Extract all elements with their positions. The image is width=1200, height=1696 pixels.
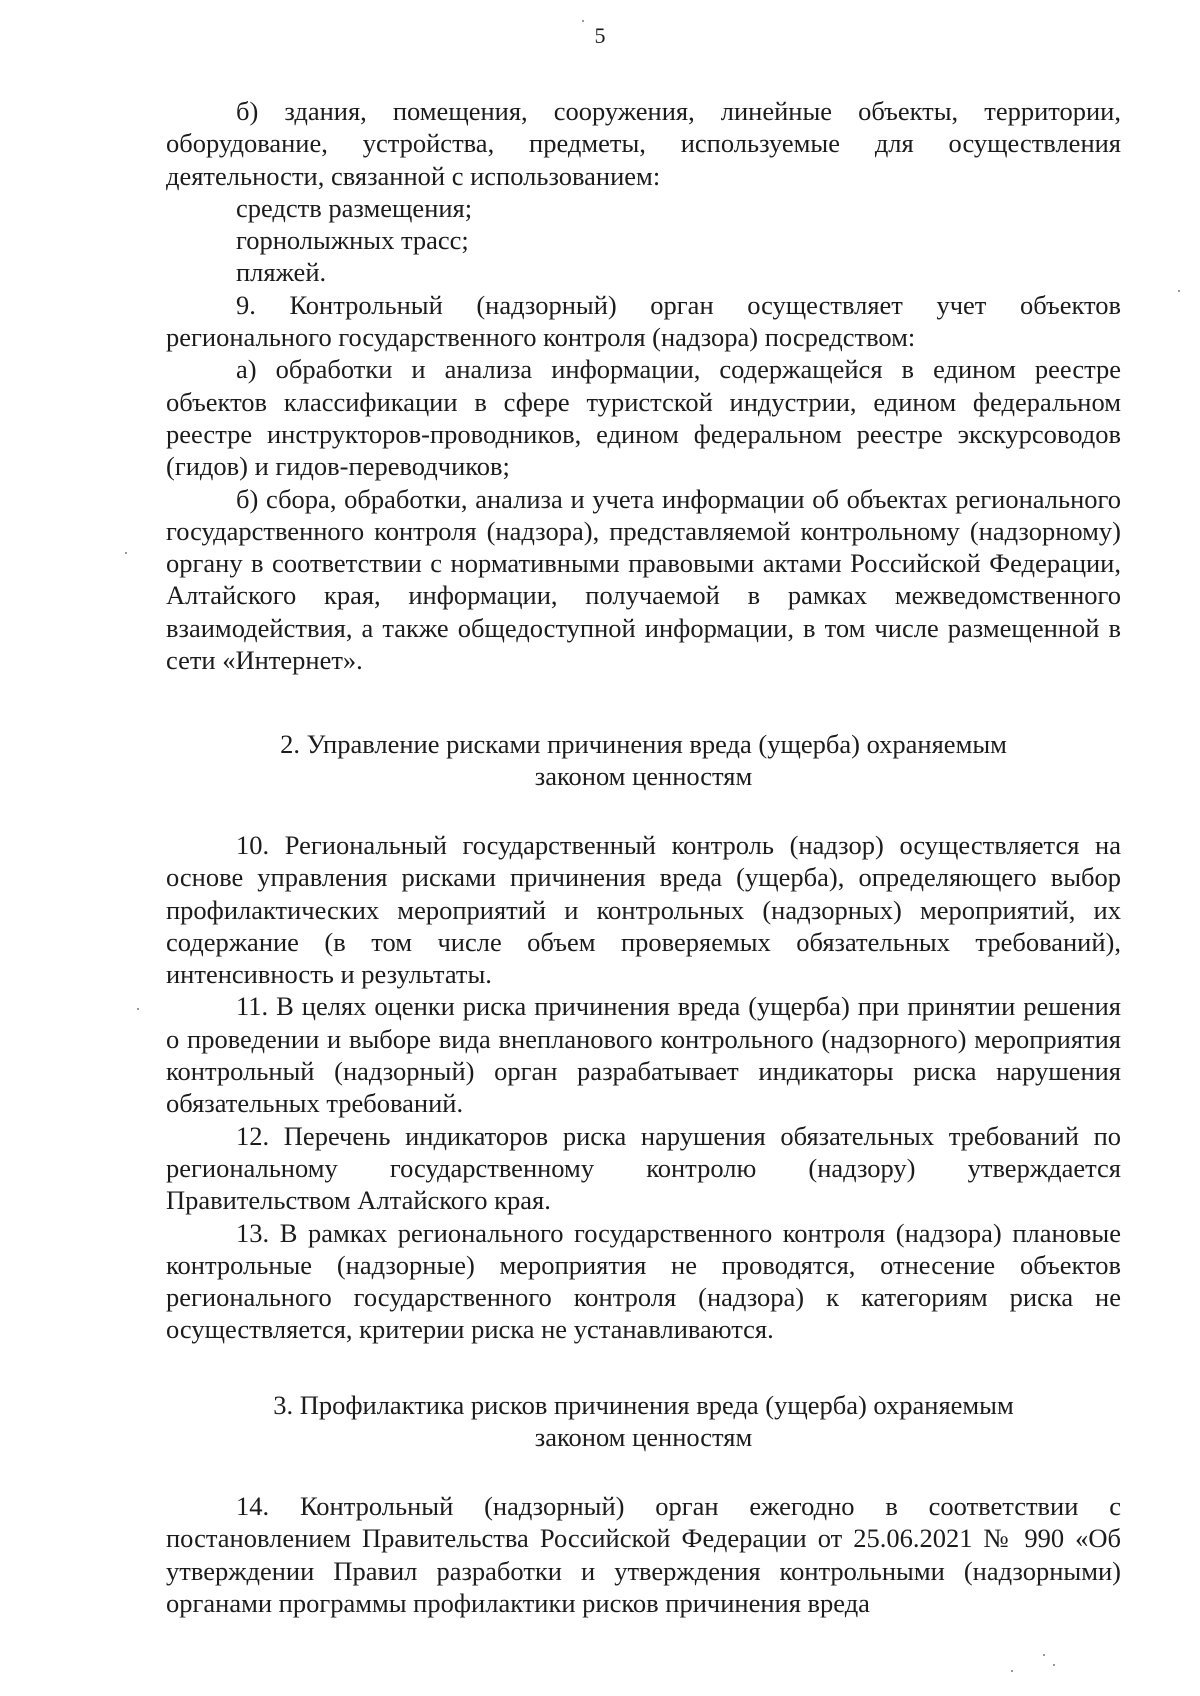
paragraph-13: 13. В рамках регионального государственного контроля (надзора) плановые контрольные (надзорные) мероприятия не проводятся, отнесение объектов регионального государственного контроля (надзора) к категориям риска не осуществляется, критерии риска не устанавливаются. [166,1217,1121,1345]
scan-speck [1011,1670,1013,1672]
section-1-text [166,95,1121,676]
paragraph-9b: б) сбора, обработки, анализа и учета информации об объектах регионального государственного контроля (надзора), представляемой контрольному (надзорному) органу в соответствии с нормативными правовыми актами Российской Федерации, Алтайского края, информации, получаемой в рамках межведомственного взаимодействия, а также общедоступной информации, в том числе размещенной в сети «Интернет». [166,483,1121,676]
section-3-heading-line-2: законом ценностям [534,1422,753,1453]
scan-speck [125,552,127,554]
paragraph-12: 12. Перечень индикаторов риска нарушения обязательных требований по региональному государственному контролю (надзору) утверждается Правительством Алтайского края. [166,1120,1121,1216]
scan-speck [1053,1664,1055,1666]
section-3-heading-line-1: 3. Профилактика рисков причинения вреда (ущерба) охраняемым [273,1390,1014,1420]
scan-speck [1178,290,1180,292]
paragraph-9: 9. Контрольный (надзорный) орган осуществляет учет объектов регионального государственного контроля (надзора) посредством: [166,289,1121,353]
paragraph-11: 11. В целях оценки риска причинения вреда (ущерба) при принятии решения о проведении и выборе вида внепланового контрольного (надзорного) мероприятия контрольный (надзорный) орган разрабатывает индикаторы риска нарушения обязательных требований. [166,991,1121,1119]
page-number: 5 [594,23,606,48]
paragraph-14: 14. Контрольный (надзорный) орган ежегодно в соответствии с постановлением Правительства Российской Федерации от 25.06.2021 № 990 «Об утверждении Правил разработки и утверждения контрольными (надзорными) органами программы профилактики рисков причинения вреда [166,1491,1121,1618]
list-item-accommodation: средств размещения; [236,192,473,223]
section-2-heading [166,728,1121,793]
list-item-beaches: пляжей. [236,257,327,288]
paragraph-8b: б) здания, помещения, сооружения, линейные объекты, территории, оборудование, устройства, предметы, используемые для осуществления деятельности, связанной с использованием: [166,96,1121,191]
section-2-heading-line-2: законом ценностям [534,761,753,792]
scan-speck [1043,1654,1045,1656]
section-2-text [166,829,1121,1346]
paragraph-9a: а) обработки и анализа информации, содержащейся в едином реестре объектов классификации в сфере туристской индустрии, едином федеральном реестре инструкторов-проводников, едином федеральном реестре экскурсоводов (гидов) и гидов-переводчиков; [166,354,1121,482]
section-3-heading [166,1389,1121,1454]
scan-speck [137,1008,139,1010]
section-2-heading-line-1: 2. Управление рисками причинения вреда (ущерба) охраняемым [280,729,1007,759]
scan-speck [582,20,584,22]
list-item-ski-slopes: горнолыжных трасс; [236,225,469,256]
section-3-text [166,1490,1121,1619]
paragraph-10: 10. Региональный государственный контроль (надзор) осуществляется на основе управления рисками причинения вреда (ущерба), определяющего выбор профилактических мероприятий и контрольных (надзорных) мероприятий, их содержание (в том числе объем проверяемых обязательных требований), интенсивность и результаты. [166,830,1121,990]
